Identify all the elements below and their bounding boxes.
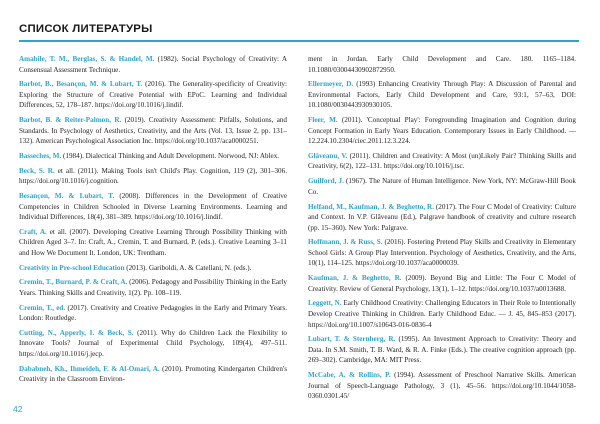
- reference-text: et all. (2011). Making Tools isn't Child's Play. Cognition, 119 (2), 301–306. https://doi.org/10.1016/j.cognition.: [19, 166, 287, 186]
- reference-author: Craft, A.: [19, 227, 47, 236]
- reference-entry: [19, 191, 287, 223]
- reference-text: (2011). 'Conceptual Play': Foregrounding Imagination and Cognition during Concept Formation in Early Years Education. Contemporary Issues in Early Childhood. — 12.224.10.2304/ciec.2011.12.3.224.: [308, 116, 577, 146]
- reference-author: Beck, S. R.: [19, 166, 55, 175]
- reference-entry: [19, 115, 287, 147]
- reference-entry: [308, 334, 576, 366]
- reference-author: Ellermeyer, D.: [308, 80, 354, 89]
- reference-author: Guilford, J.: [308, 177, 344, 186]
- reference-author: Hoffmann, J. & Russ, S.: [308, 238, 383, 247]
- references-column-left: [19, 54, 287, 389]
- reference-entry: [308, 176, 576, 197]
- reference-text: (1995). An Investment Approach to Creativity: Theory and Data. In S.M. Smith, T. B. Ward, & R. A. Finke (Eds.). The creative cognition approach (pp. 269–302). Cambridge, MA: MIT Press.: [308, 335, 576, 365]
- reference-author: Creativity in Pre-school Education: [19, 263, 125, 272]
- reference-text: (2011). Children and Creativity: A Most (un)Likely Pair? Thinking Skills and Creativity, 6(2), 122–131. https://doi.org/10.1016/j.tsc.: [308, 151, 576, 171]
- reference-author: McCabe, A. & Rollins, P.: [308, 371, 391, 380]
- reference-entry: [308, 202, 576, 234]
- reference-author: Cremin, T., Burnard, P. & Craft, A.: [19, 278, 128, 287]
- title-divider: [19, 40, 579, 42]
- reference-text: (1993) Enhancing Creativity Through Play: A Discussion of Parental and Environmental Factors, Early Child Development and Care, 93:1, 57–63, DOI: 10.1080/0030443930930105.: [308, 80, 577, 110]
- reference-entry: [19, 328, 287, 360]
- reference-entry: [19, 79, 287, 111]
- page-title: СПИСОК ЛИТЕРАТУРЫ: [19, 23, 153, 35]
- reference-text: (2017). Creativity and Creative Pedagogies in the Early and Primary Years. London: Routledge.: [19, 303, 287, 323]
- reference-text: (2011). Why do Children Lack the Flexibility to Innovate Tools? Journal of Experimental Child Psychology, 109(4), 497–511. https://doi.org/10.1016/j.jecp.: [19, 328, 287, 358]
- reference-text: (1994). Assessment of Preschool Narrative Skills. American Journal of Speech-Language Pathology, 3 (1), 45–56. https://doi.org/10.1044/1058-0360.0301.45/: [308, 371, 576, 401]
- reference-text: (2016). The Generality-specificity of Creativity: Exploring the Structure of Creative Potential with EPoC. Learning and Individual Differences, 52, 178–187. https://doi.org/10.1016/j.lindif.: [19, 80, 287, 110]
- reference-entry: [308, 79, 576, 111]
- reference-entry: [19, 151, 287, 162]
- reference-text: (2010). Promoting Kindergarten Children's Creativity in the Classroom Environ-: [19, 364, 287, 384]
- reference-text: et all. (2007). Developing Creative Learning Through Possibility Thinking with Children Aged 3–7. In: Craft, A., Cremin, T. and Burnard, P. (eds.). Creative Learning 3–11 and How We Document It. London, UK: Trentham.: [19, 227, 287, 257]
- reference-text: (2019). Creativity Assessment: Pitfalls, Solutions, and Standards. In Psychology of Aesthetics, Creativity, and the Arts (Vol. 13, Issue 2, pp. 131–132). American Psychological Association Inc. https://doi.org/10.1037/aca0000251.: [19, 116, 288, 146]
- reference-entry: [308, 237, 576, 269]
- reference-text: (2016). Fostering Pretend Play Skills and Creativity in Elementary School Girls: A Group Play Intervention. Psychology of Aesthetics, Creativity, and the Arts, 10(1), 114–125. https://doi.org/10.1037/aca0000039.: [308, 238, 576, 268]
- reference-text: Early Childhood Creativity: Challenging Educators in Their Role to Intentionally Develop Creative Thinking in Children. Early Childhood Educ. — J. 45, 845–853 (2017). https://doi.org/10.1007/s10643-016-0836-4: [308, 299, 576, 329]
- reference-entry: [308, 298, 576, 330]
- reference-author: Barbot, B., Besançon, M. & Lubart, T.: [19, 80, 143, 89]
- page-header: [19, 22, 579, 40]
- reference-entry: [308, 115, 576, 147]
- reference-author: Cremin, T., ed.: [19, 303, 66, 312]
- reference-author: Leggett, N.: [308, 299, 342, 308]
- reference-author: Amabile, T. M., Berglas, S. & Handel, M.: [19, 55, 155, 63]
- reference-entry: [308, 151, 576, 172]
- reference-entry: [19, 364, 287, 385]
- reference-author: Cutting, N., Apperly, I. & Beck, S.: [19, 328, 134, 337]
- reference-text: (1984). Dialectical Thinking and Adult Development. Norwood, NJ: Ablex.: [61, 151, 280, 160]
- reference-entry: [19, 277, 287, 298]
- reference-text: (1982). Social Psychology of Creativity: A Consensual Assessment Technique.: [19, 55, 287, 74]
- reference-text: (2008). Differences in the Development of Creative Competencies in Children Schooled in Diverse Learning Environments. Learning and Individual Differences, 18(4), 381–389. https://doi.org/10.1016/j.lindif.: [19, 191, 288, 222]
- reference-text: (2017). The Four C Model of Creativity: Culture and Context. In V.P. Glăveanu (Ed.), Palgrave handbook of creativity and culture research (pp. 15–360). New York: Palgrave.: [308, 202, 576, 232]
- reference-author: Lubart, T. & Sternberg, R.: [308, 335, 396, 344]
- reference-entry: [19, 227, 287, 259]
- reference-author: Helfand, M., Kaufman, J. & Beghetto, R.: [308, 202, 434, 211]
- reference-author: Dababneh, Kh., Ihmeideh, F. & Al-Omari, A.: [19, 364, 160, 373]
- reference-entry: [19, 54, 287, 75]
- reference-author: Fleer, M.: [308, 116, 338, 125]
- reference-entry: [308, 54, 576, 75]
- reference-author: Besançon, M. & Lubart, T.: [19, 191, 115, 200]
- page-number: 42: [13, 404, 23, 414]
- reference-text: ment in Jordan. Early Child Development and Care. 180. 1165–1184. 10.1080/03004430902872950.: [308, 55, 576, 74]
- reference-author: Glăveanu, V.: [308, 151, 348, 160]
- reference-author: Barbot, B. & Reiter-Palmon, R.: [19, 116, 122, 125]
- reference-entry: [308, 370, 576, 402]
- reference-entry: [19, 166, 287, 187]
- reference-author: Basseches, M.: [19, 151, 62, 160]
- reference-text: (1967). The Nature of Human Intelligence. New York, NY: McGraw-Hill Book Co.: [308, 177, 576, 196]
- reference-entry: [19, 303, 287, 324]
- references-column-right: [308, 54, 576, 406]
- reference-entry: [19, 263, 287, 274]
- reference-text: (2013). Gariboldi, A. & Catellani, N. (eds.).: [124, 263, 252, 272]
- reference-author: Kaufman, J. & Beghetto, R.: [308, 274, 402, 283]
- reference-text: (2006). Pedagogy and Possibility Thinking in the Early Years. Thinking Skills and Creativity, 1(2). Pp. 108–119.: [19, 278, 288, 297]
- reference-text: (2009). Beyond Big and Little: The Four C Model of Creativity. Review of General Psychology, 13(1), 1–12. https://doi.org/10.1037/a0013688.: [308, 274, 577, 293]
- reference-entry: [308, 273, 576, 294]
